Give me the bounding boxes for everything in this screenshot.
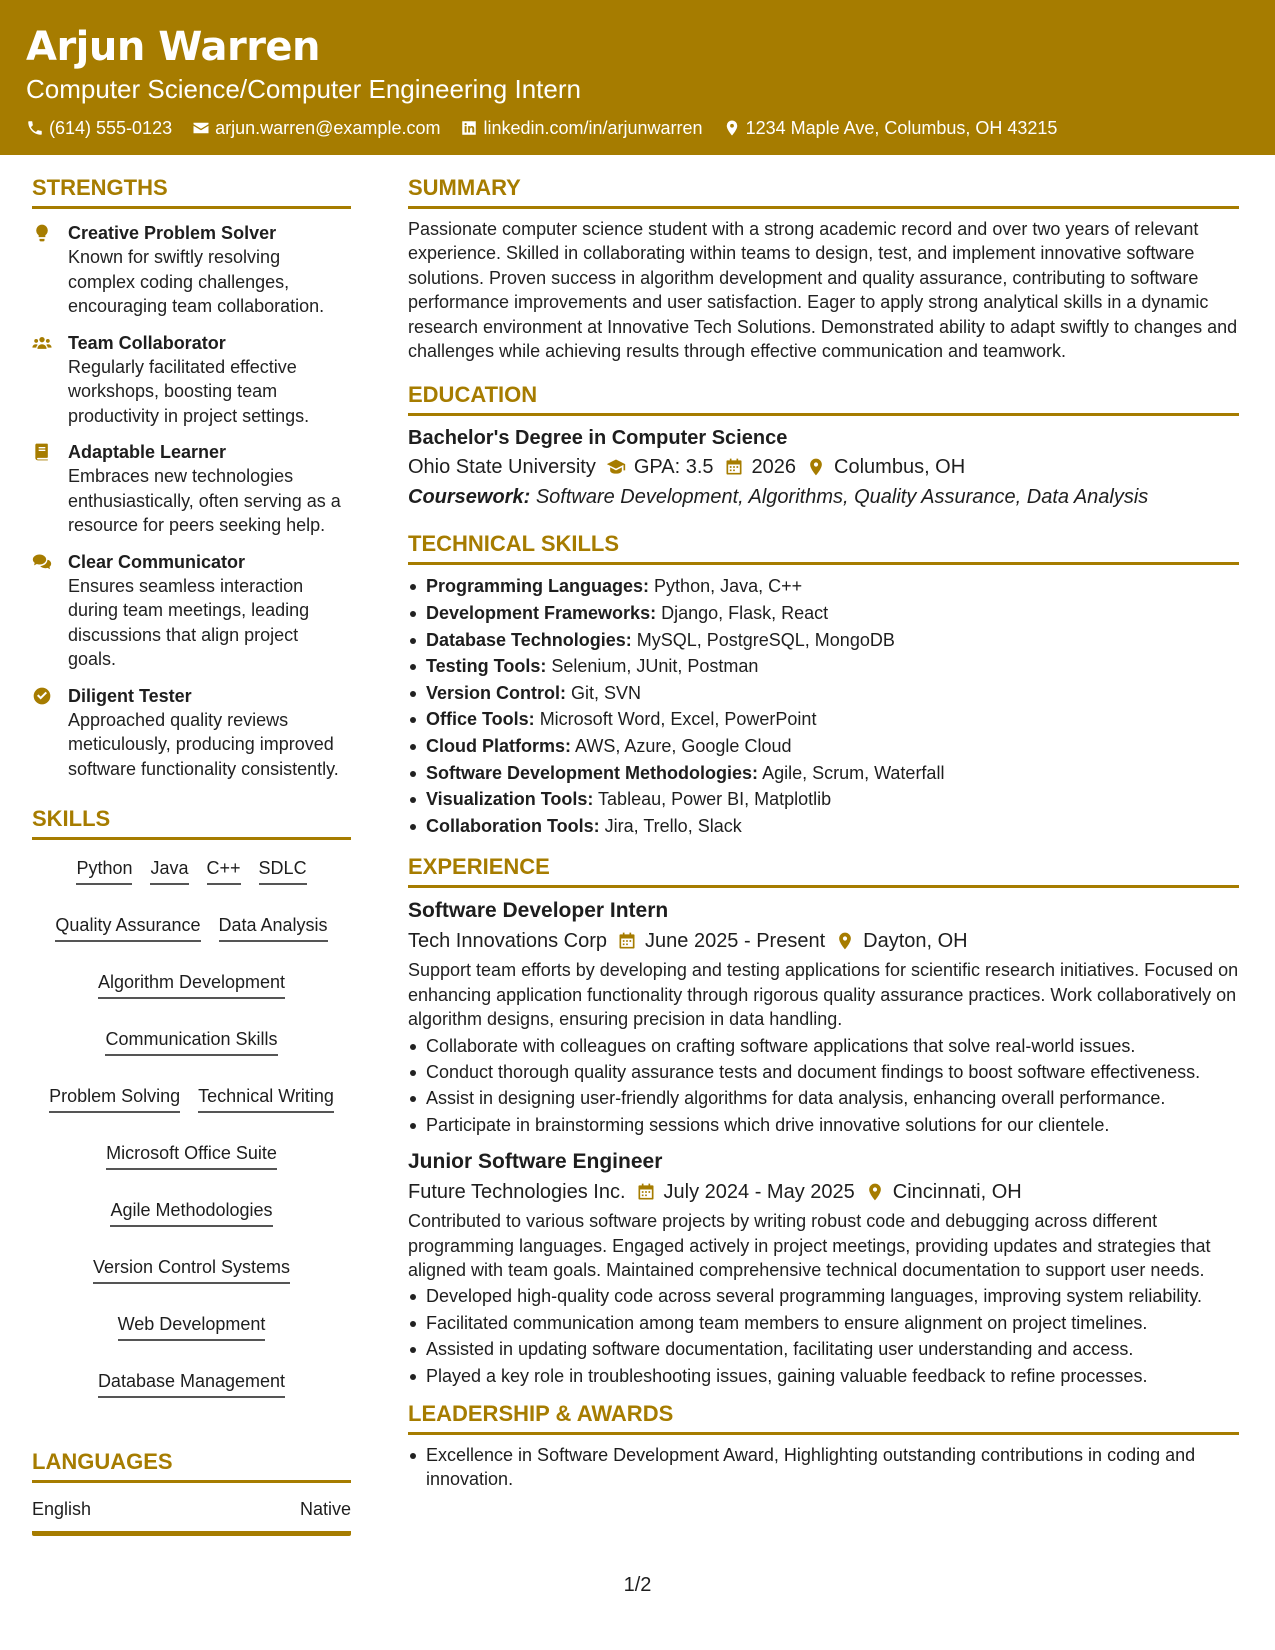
job-location: Cincinnati, OH xyxy=(865,1177,1022,1207)
skill-tag: Communication Skills xyxy=(105,1027,277,1056)
skill-tag: Algorithm Development xyxy=(98,970,285,999)
strength-title: Adaptable Learner xyxy=(68,442,227,462)
right-column xyxy=(408,174,1239,1492)
linkedin-icon xyxy=(460,119,478,137)
job-entry xyxy=(408,1147,1239,1388)
list-item: Programming Languages: Python, Java, C++ xyxy=(408,573,1239,600)
experience-heading: EXPERIENCE xyxy=(408,853,1239,888)
job-title: Junior Software Engineer xyxy=(408,1150,663,1174)
resume-header xyxy=(0,0,1275,155)
list-item: Software Development Methodologies: Agile, Scrum, Waterfall xyxy=(408,760,1239,787)
skill-tag: SDLC xyxy=(259,856,307,885)
list-item: Collaborate with colleagues on crafting software applications that solve real-world issues. xyxy=(408,1034,1239,1058)
contact-phone[interactable] xyxy=(26,116,172,140)
job-location: Dayton, OH xyxy=(835,926,967,956)
map-pin-icon xyxy=(806,457,826,477)
candidate-name: Arjun Warren xyxy=(26,24,321,70)
map-pin-icon xyxy=(723,119,741,137)
job-dates: June 2025 - Present xyxy=(617,926,825,956)
skill-tag: Problem Solving xyxy=(49,1084,180,1113)
skill-tag: Agile Methodologies xyxy=(110,1198,272,1227)
job-bullets xyxy=(408,1034,1239,1138)
skill-tag: Microsoft Office Suite xyxy=(106,1141,277,1170)
job-description: Support team efforts by developing and testing applications for scientific research initiatives. Focused on enhancing application functionality through rigorous quality assurance practices. Work collaboratively on algorithm designs, ensuring precision in data handling. xyxy=(408,960,1239,1030)
skill-tag: Web Development xyxy=(118,1312,266,1341)
list-item: Testing Tools: Selenium, JUnit, Postman xyxy=(408,653,1239,680)
degree-name: Bachelor's Degree in Computer Science xyxy=(408,427,788,450)
language-level: Native xyxy=(299,1499,351,1519)
phone-text: (614) 555-0123 xyxy=(49,118,173,138)
strength-title: Diligent Tester xyxy=(68,685,192,706)
strength-item xyxy=(32,221,351,319)
strength-item xyxy=(32,550,351,672)
leadership-heading: LEADERSHIP & AWARDS xyxy=(408,1400,1239,1435)
gpa: GPA: 3.5 xyxy=(606,452,714,482)
education-location: Columbus, OH xyxy=(806,452,965,482)
check-circle-icon xyxy=(32,686,52,706)
comments-icon xyxy=(32,552,52,572)
strengths-heading: STRENGTHS xyxy=(32,174,351,209)
technical-skills-heading: TECHNICAL SKILLS xyxy=(408,530,1239,565)
job-bullets xyxy=(408,1284,1239,1388)
job-title: Software Developer Intern xyxy=(408,899,669,923)
skill-tag: Database Management xyxy=(98,1369,285,1398)
page-number: 1/2 xyxy=(623,1574,652,1596)
skill-tag: Java xyxy=(150,856,188,885)
strength-desc: Approached quality reviews meticulously, producing improved software functionality consistently. xyxy=(68,709,339,779)
graduation-year: 2026 xyxy=(724,452,797,482)
list-item: Excellence in Software Development Award, Highlighting outstanding contributions in coding and innovation. xyxy=(408,1443,1239,1492)
strength-desc: Regularly facilitated effective workshops, boosting team productivity in project settings. xyxy=(68,356,310,426)
summary-text: Passionate computer science student with a strong academic record and over two years of relevant experience. Skilled in collaborating within teams to design, test, and implement innovative software solutions. Proven success in algorithm development and quality assurance, contributing to software performance improvements and user satisfaction. Eager to apply strong analytical skills in a dynamic research environment at Innovative Tech Solutions. Demonstrated ability to adapt swiftly to changes and challenges while achieving results through effective communication and teamwork. xyxy=(408,219,1238,362)
list-item: Office Tools: Microsoft Word, Excel, PowerPoint xyxy=(408,706,1239,733)
map-pin-icon xyxy=(835,931,855,951)
list-item: Visualization Tools: Tableau, Power BI, Matplotlib xyxy=(408,786,1239,813)
skill-tag: Data Analysis xyxy=(219,913,328,942)
lightbulb-icon xyxy=(32,223,52,243)
address-text: 1234 Maple Ave, Columbus, OH 43215 xyxy=(745,118,1058,138)
list-item: Development Frameworks: Django, Flask, React xyxy=(408,600,1239,627)
education-heading: EDUCATION xyxy=(408,381,1239,416)
strength-item xyxy=(32,684,351,782)
languages-heading: LANGUAGES xyxy=(32,1448,351,1483)
linkedin-text: linkedin.com/in/arjunwarren xyxy=(483,118,703,138)
strength-item xyxy=(32,440,351,538)
skills-heading: SKILLS xyxy=(32,805,351,840)
envelope-icon xyxy=(192,119,210,137)
calendar-icon xyxy=(724,457,744,477)
candidate-title: Computer Science/Computer Engineering Intern xyxy=(26,74,581,104)
strength-item xyxy=(32,331,351,429)
list-item: Collaboration Tools: Jira, Trello, Slack xyxy=(408,813,1239,840)
strength-title: Clear Communicator xyxy=(68,551,246,572)
calendar-icon xyxy=(617,931,637,951)
left-column xyxy=(32,174,351,1536)
list-item: Facilitated communication among team members to ensure alignment on project timelines. xyxy=(408,1311,1239,1335)
job-dates: July 2024 - May 2025 xyxy=(636,1177,855,1207)
skill-tag: C++ xyxy=(207,856,241,885)
list-item: Participate in brainstorming sessions which drive innovative solutions for our clientele. xyxy=(408,1113,1239,1137)
phone-icon xyxy=(26,119,44,137)
list-item: Version Control: Git, SVN xyxy=(408,680,1239,707)
skill-tag: Quality Assurance xyxy=(55,913,200,942)
technical-skills-list xyxy=(408,573,1239,839)
users-icon xyxy=(32,333,52,353)
list-item: Assist in designing user-friendly algorithms for data analysis, enhancing overall performance. xyxy=(408,1086,1239,1110)
job-meta xyxy=(408,926,1239,956)
list-item: Assisted in updating software documentation, facilitating user understanding and access. xyxy=(408,1337,1239,1361)
graduation-cap-icon xyxy=(606,457,626,477)
education-meta xyxy=(408,452,1239,482)
skill-tag: Technical Writing xyxy=(198,1084,334,1113)
school-name: Ohio State University xyxy=(408,456,596,479)
skill-tag: Python xyxy=(76,856,132,885)
job-entry xyxy=(408,896,1239,1137)
strength-desc: Embraces new technologies enthusiastically, often serving as a resource for peers seeking help. xyxy=(68,466,341,535)
email-text: arjun.warren@example.com xyxy=(215,118,441,138)
skill-tag: Version Control Systems xyxy=(93,1255,290,1284)
strength-title: Creative Problem Solver xyxy=(68,223,277,243)
calendar-icon xyxy=(636,1182,656,1202)
map-pin-icon xyxy=(865,1182,885,1202)
strength-title: Team Collaborator xyxy=(68,332,226,353)
coursework: Coursework: Software Development, Algorithms, Quality Assurance, Data Analysis xyxy=(408,486,1149,509)
strength-desc: Known for swiftly resolving complex coding challenges, encouraging team collaboration. xyxy=(68,247,325,316)
job-description: Contributed to various software projects by writing robust code and debugging across different programming languages. Engaged actively in project meetings, providing updates and strategies that aligned with team goals. Maintained comprehensive technical documentation to support user needs. xyxy=(408,1211,1211,1281)
list-item: Played a key role in troubleshooting issues, gaining valuable feedback to refine processes. xyxy=(408,1364,1239,1388)
company-name: Future Technologies Inc. xyxy=(408,1181,626,1204)
contact-linkedin[interactable] xyxy=(460,116,702,140)
strength-desc: Ensures seamless interaction during team meetings, leading discussions that align project goals. xyxy=(68,575,310,669)
language-name: English xyxy=(32,1499,92,1519)
company-name: Tech Innovations Corp xyxy=(408,930,608,953)
contact-email[interactable] xyxy=(192,116,440,140)
book-icon xyxy=(32,442,52,462)
summary-heading: SUMMARY xyxy=(408,174,1239,209)
list-item: Cloud Platforms: AWS, Azure, Google Cloud xyxy=(408,733,1239,760)
leadership-list xyxy=(408,1443,1239,1492)
job-meta xyxy=(408,1177,1239,1207)
language-item xyxy=(32,1497,351,1536)
list-item: Developed high-quality code across several programming languages, improving system reliability. xyxy=(408,1284,1239,1308)
list-item: Conduct thorough quality assurance tests and document findings to boost software effectiveness. xyxy=(408,1060,1239,1084)
contact-address xyxy=(723,116,1058,140)
list-item: Database Technologies: MySQL, PostgreSQL, MongoDB xyxy=(408,627,1239,654)
skills-tag-cloud xyxy=(32,850,351,1398)
contact-bar xyxy=(26,116,1249,140)
